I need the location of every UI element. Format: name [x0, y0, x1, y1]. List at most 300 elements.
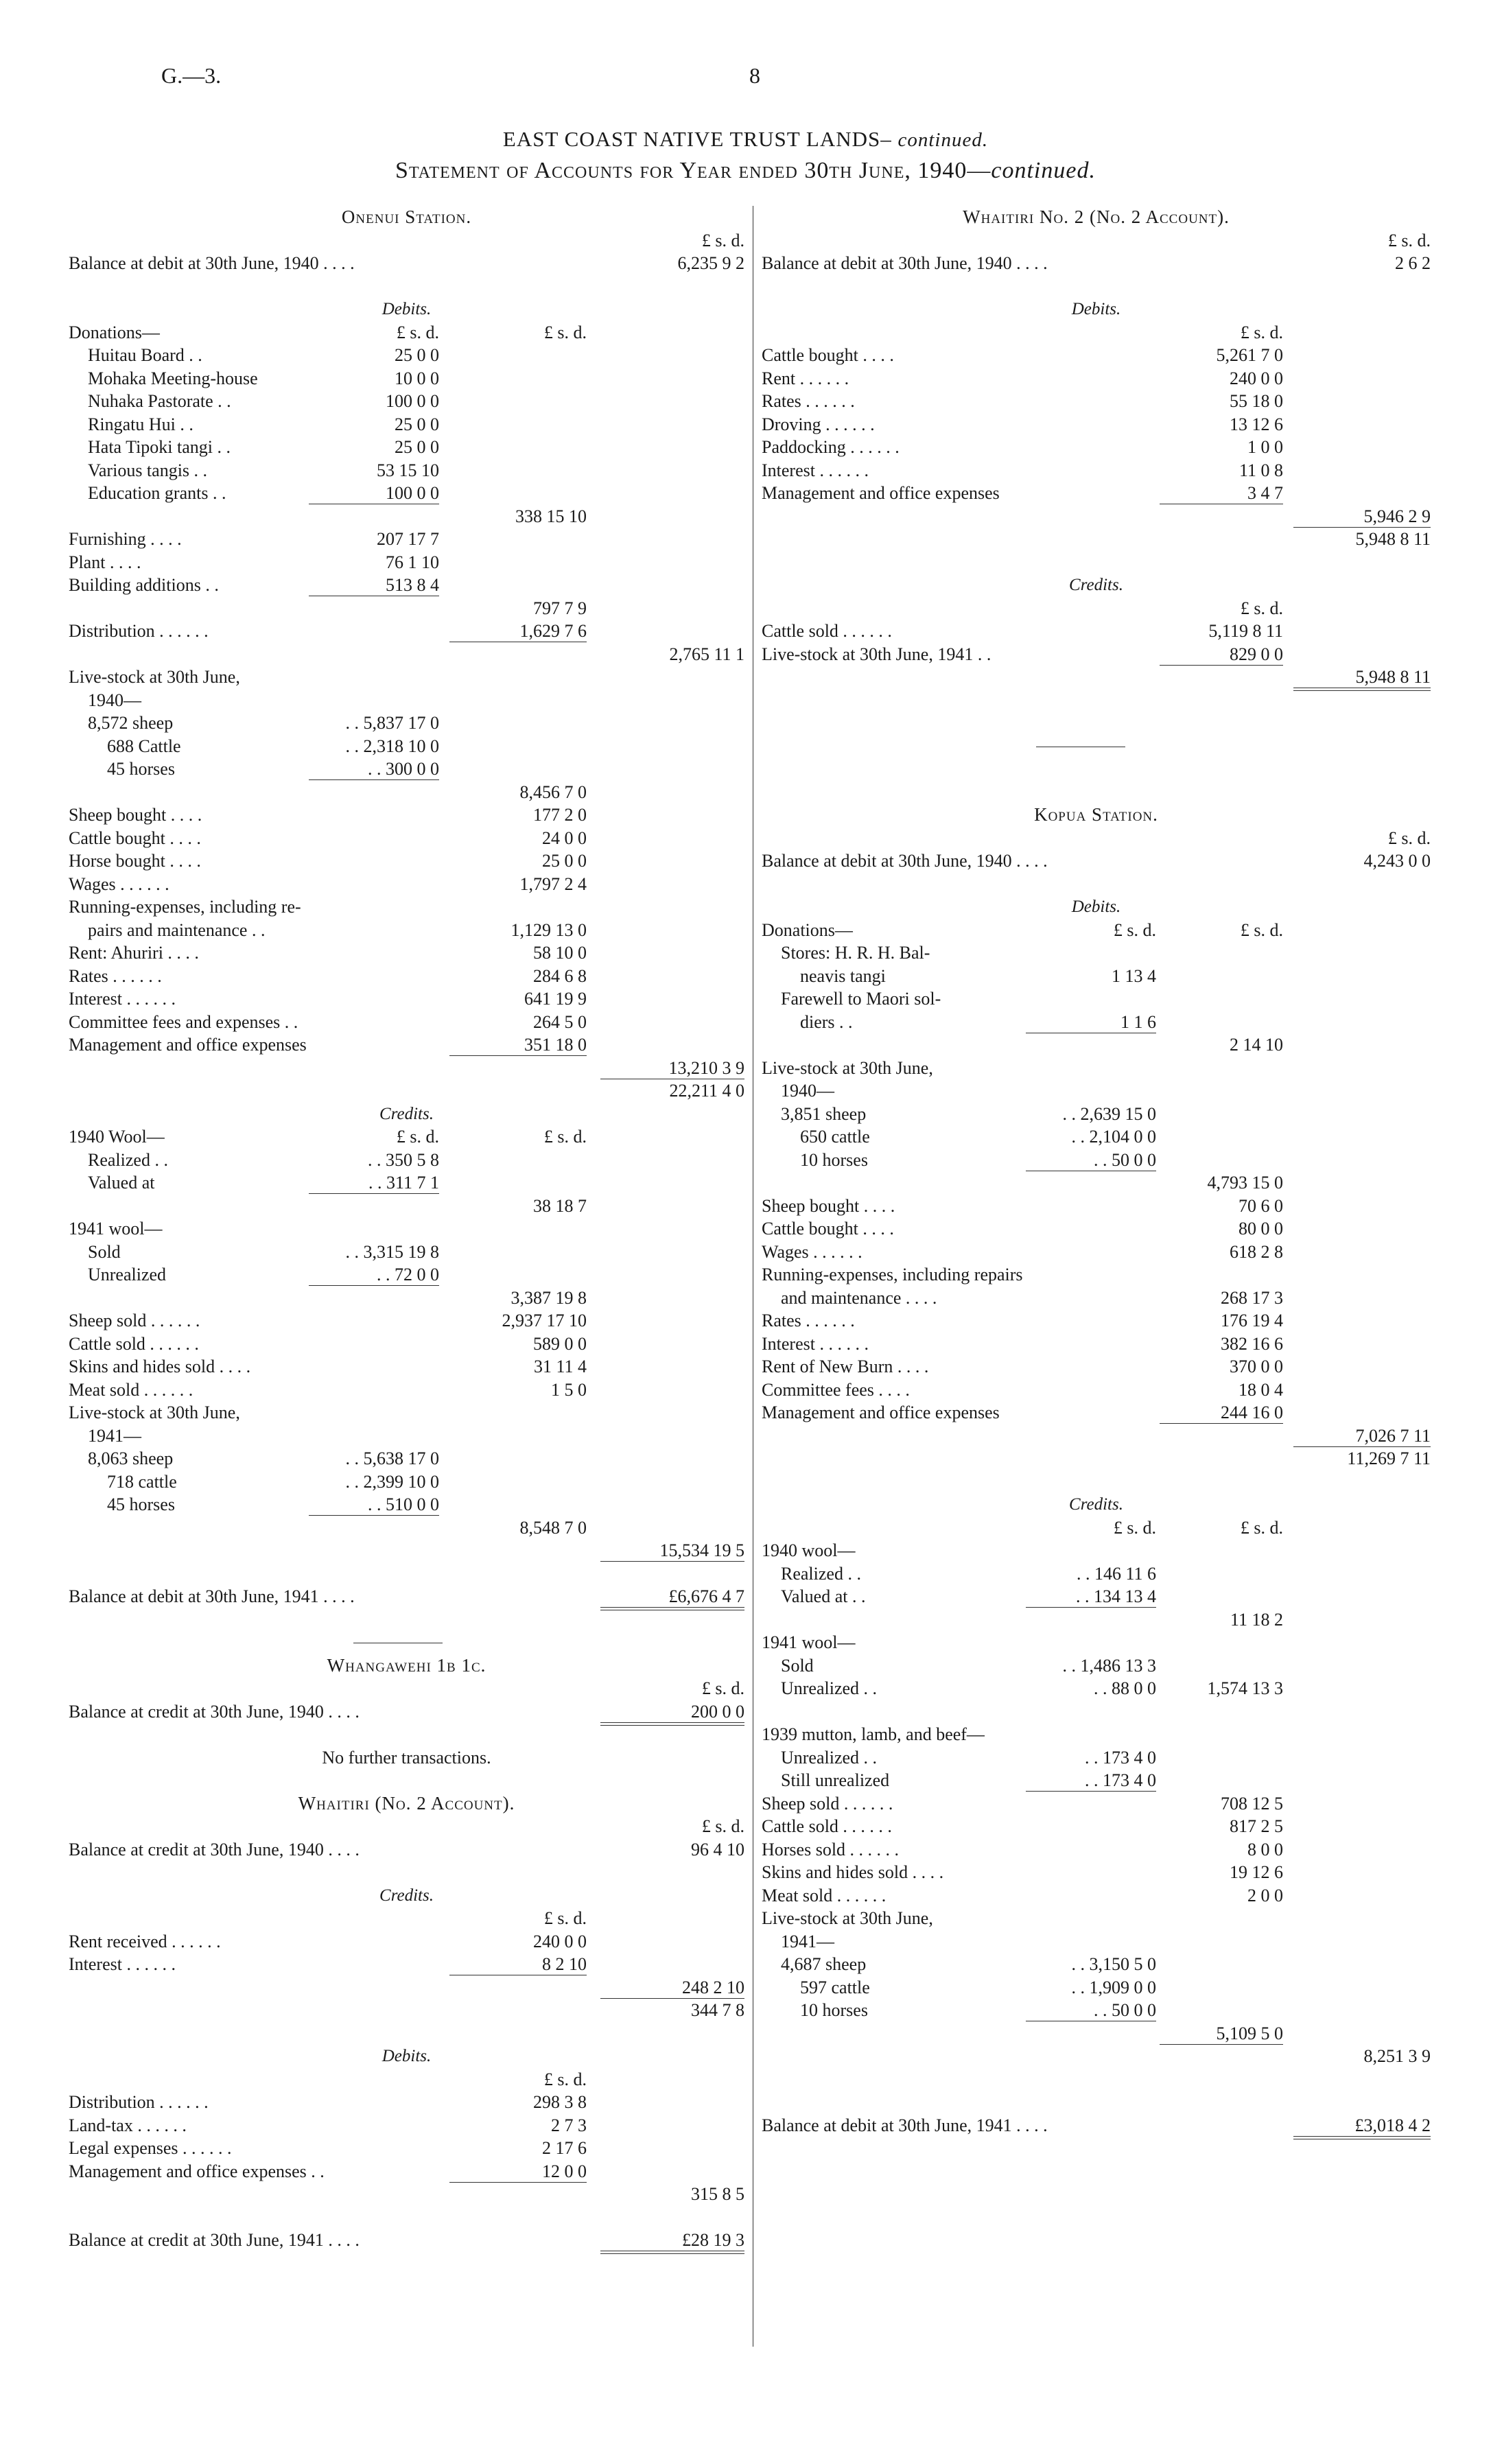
ledger-row [69, 2137, 744, 2160]
ledger-row [69, 1700, 744, 1724]
amount-c1: . . 173 4 0 [1085, 1770, 1156, 1790]
amount-c1: 1 1 6 [1120, 1011, 1156, 1032]
amount-c2: £ s. d. [1240, 598, 1283, 618]
ledger-row [69, 229, 744, 253]
row-label: 10 horses [800, 2000, 868, 2020]
amount-c2: 2 14 10 [1230, 1035, 1283, 1055]
ledger-row [762, 1149, 1431, 1172]
ledger-row [762, 1884, 1431, 1908]
amount-c2: 240 0 0 [1230, 368, 1283, 388]
amount-c1: . . 2,399 10 0 [345, 1471, 439, 1492]
amount-c1: 100 0 0 [386, 391, 439, 411]
spacer [762, 275, 1431, 298]
row-label: Droving . . . . . . [762, 414, 875, 434]
amount-c2: 268 17 3 [1221, 1287, 1283, 1308]
ledger-row [69, 597, 744, 620]
row-label: 650 cattle [800, 1127, 870, 1147]
ledger-row [762, 1309, 1431, 1333]
amount-c1: 53 15 10 [377, 460, 439, 480]
ledger-row [69, 574, 744, 597]
ledger-row [762, 827, 1431, 850]
section-heading: Kopua Station. [1034, 804, 1158, 825]
amount-c3: 344 7 8 [691, 2000, 744, 2020]
row-label: Distribution . . . . . . [69, 621, 209, 641]
row-label: Running-expenses, including repairs [762, 1265, 1023, 1284]
row-label: diers . . [800, 1011, 853, 1032]
section-caption: Credits. [379, 1104, 434, 1123]
right-column [762, 206, 1431, 2137]
amount-c2: 829 0 0 [1230, 644, 1283, 664]
ledger-row [762, 965, 1431, 988]
amount-c1: . . 3,150 5 0 [1071, 1954, 1156, 1974]
amount-c2: 1,629 7 6 [519, 621, 587, 641]
amount-c2: 351 18 0 [524, 1035, 587, 1055]
amount-c3: 96 4 10 [691, 1839, 744, 1859]
spacer [69, 1608, 744, 1632]
amount-c2: 5,109 5 0 [1216, 2023, 1283, 2043]
ledger-row [69, 941, 744, 965]
double-total-rule [600, 2251, 744, 2254]
amount-c2: 80 0 0 [1238, 1219, 1283, 1239]
ledger-row [762, 1217, 1431, 1241]
ledger-row [69, 1424, 744, 1448]
amount-c2: 1,574 13 3 [1207, 1678, 1283, 1698]
amount-c3: 6,235 9 2 [677, 253, 744, 273]
amount-c2: £ s. d. [543, 322, 587, 342]
row-label: Live-stock at 30th June, [762, 1908, 933, 1928]
row-label: pairs and maintenance . . [88, 919, 266, 940]
ledger-row [762, 1263, 1431, 1287]
amount-c3: £ s. d. [701, 1816, 744, 1836]
ledger-row [69, 1447, 744, 1470]
ledger-row [762, 941, 1431, 965]
ledger-row [762, 597, 1431, 620]
amount-c1: . . 173 4 0 [1085, 1747, 1156, 1768]
ledger-row [69, 758, 744, 781]
ledger-row [762, 620, 1431, 643]
ledger-row [69, 1930, 744, 1953]
amount-c2: 338 15 10 [515, 506, 587, 526]
row-label: Distribution . . . . . . [69, 2092, 209, 2112]
ledger-row [69, 1585, 744, 1608]
row-label: Unrealized . . [781, 1747, 878, 1768]
title-main: EAST COAST NATIVE TRUST LANDS– [502, 127, 892, 151]
ledger-row [69, 712, 744, 735]
amount-c2: 11 18 2 [1230, 1609, 1283, 1630]
row-label: neavis tangi [800, 965, 886, 986]
ledger-row [762, 1976, 1431, 1999]
ledger-row [762, 643, 1431, 666]
spacer [69, 1723, 744, 1746]
amount-c2: 8 0 0 [1247, 1839, 1283, 1859]
ledger-row [762, 1953, 1431, 1976]
row-label: Plant . . . . [69, 552, 141, 572]
ledger-row [762, 919, 1431, 942]
row-label: Mohaka Meeting-house [88, 368, 258, 388]
ledger-row [762, 1907, 1431, 1930]
amount-c2: 11 0 8 [1238, 460, 1283, 480]
amount-c2: 298 3 8 [533, 2092, 587, 2112]
row-label: 597 cattle [800, 1977, 870, 1997]
row-label: Skins and hides sold . . . . [69, 1357, 251, 1376]
row-label: Interest . . . . . . [69, 989, 176, 1009]
amount-c2: 1 0 0 [1247, 437, 1283, 457]
ledger-row [69, 436, 744, 459]
section-separator [762, 735, 1431, 758]
ledger-row [762, 1079, 1431, 1103]
row-label: Valued at . . [781, 1586, 866, 1606]
ledger-row [69, 1378, 744, 1402]
amount-c1: 100 0 0 [386, 483, 439, 503]
ledger-row [762, 229, 1431, 253]
row-label: Donations— [69, 322, 160, 342]
row-label: Sheep bought . . . . [762, 1195, 895, 1216]
left-column [69, 206, 744, 2252]
amount-c3: 22,211 4 0 [669, 1081, 744, 1101]
ledger-row [762, 1723, 1431, 1746]
amount-c1: £ s. d. [1113, 1517, 1156, 1538]
row-label: Unrealized [88, 1265, 167, 1284]
row-label: 4,687 sheep [781, 1954, 867, 1974]
ledger-row [762, 505, 1431, 528]
amount-c1: 25 0 0 [395, 437, 439, 457]
row-label: 718 cattle [107, 1471, 177, 1492]
ledger-row [69, 849, 744, 873]
spacer [69, 275, 744, 298]
amount-c1: 10 0 0 [395, 368, 439, 388]
ledger-row [762, 1539, 1431, 1562]
ledger-row [762, 1654, 1431, 1678]
amount-c1: . . 3,315 19 8 [345, 1241, 439, 1262]
amount-c2: 1,797 2 4 [519, 873, 587, 894]
amount-c3: 5,948 8 11 [1355, 529, 1431, 549]
ledger-row [69, 666, 744, 689]
ledger-row [69, 1815, 744, 1838]
ledger-row [762, 1033, 1431, 1057]
amount-c1: . . 2,318 10 0 [345, 736, 439, 756]
ledger-row [69, 2114, 744, 2137]
page-number: 8 [749, 63, 760, 88]
amount-c2: 382 16 6 [1221, 1333, 1283, 1354]
ledger-row [762, 1516, 1431, 1540]
row-label: Sold [88, 1241, 121, 1262]
row-label: Balance at debit at 30th June, 1940 . . . . [762, 851, 1048, 871]
row-label: Rates . . . . . . [762, 391, 855, 411]
row-label: Rates . . . . . . [69, 965, 162, 986]
amount-c1: 207 17 7 [377, 529, 439, 549]
ledger-row [762, 390, 1431, 413]
row-label: Sheep sold . . . . . . [69, 1311, 200, 1330]
row-label: Rates . . . . . . [762, 1311, 855, 1330]
section-caption: Credits. [1069, 576, 1123, 594]
row-label: Realized . . [781, 1563, 861, 1584]
ledger-row [762, 1631, 1431, 1654]
row-label: 1940 Wool— [69, 1127, 165, 1147]
amount-c1: . . 146 11 6 [1076, 1563, 1156, 1584]
ledger-row [69, 1263, 744, 1287]
spacer [762, 781, 1431, 804]
row-label: Management and office expenses [69, 1035, 307, 1055]
ledger-row [762, 1125, 1431, 1149]
ledger-row [762, 1195, 1431, 1218]
row-label: Balance at credit at 30th June, 1940 . . . . [69, 1701, 360, 1722]
amount-c3: 315 8 5 [691, 2184, 744, 2204]
row-label: Cattle sold . . . . . . [69, 1333, 199, 1354]
row-label: Realized . . [88, 1149, 168, 1170]
amount-c2: 8,456 7 0 [519, 782, 587, 802]
amount-c1: £ s. d. [1113, 919, 1156, 940]
amount-c2: 1 5 0 [551, 1379, 587, 1400]
amount-c1: £ s. d. [396, 1127, 439, 1147]
ledger-row [69, 1470, 744, 1494]
ledger-row [762, 2114, 1431, 2137]
section-separator [69, 1631, 744, 1654]
ledger-row [69, 1287, 744, 1310]
amount-c2: 55 18 0 [1230, 391, 1283, 411]
page-reference: G.—3. [161, 63, 222, 88]
row-label: Balance at debit at 30th June, 1941 . . . . [69, 1586, 355, 1606]
row-label: Management and office expenses . . [69, 2161, 325, 2181]
row-label: 1939 mutton, lamb, and beef— [762, 1724, 985, 1744]
ledger-row [69, 1149, 744, 1172]
row-label: 1941— [88, 1425, 141, 1446]
row-label: and maintenance . . . . [781, 1287, 937, 1308]
ledger-row [69, 321, 744, 344]
ledger-row [69, 252, 744, 275]
amount-c2: 3,387 19 8 [510, 1287, 587, 1308]
section-heading: Whangawehi 1b 1c. [327, 1654, 486, 1676]
amount-c2: £ s. d. [1240, 322, 1283, 342]
ledger-row [762, 482, 1431, 505]
amount-c2: 284 6 8 [533, 965, 587, 986]
ledger-row [69, 2229, 744, 2252]
row-label: Cattle bought . . . . [762, 1219, 894, 1239]
row-label: 1940— [88, 690, 141, 710]
ledger-row [69, 1953, 744, 1976]
ledger-row [69, 1057, 744, 1080]
ledger-row [69, 344, 744, 367]
amount-c2: £ s. d. [543, 1908, 587, 1928]
amount-c2: 797 7 9 [533, 598, 587, 618]
ledger-row [69, 2183, 744, 2206]
document-subtitle [0, 158, 1491, 184]
ledger-row [762, 528, 1431, 551]
row-label: Valued at [88, 1173, 155, 1193]
amount-c3: 13,210 3 9 [668, 1057, 744, 1078]
ledger-row [762, 1287, 1431, 1310]
ledger-row [762, 1171, 1431, 1195]
ledger-row [69, 505, 744, 528]
row-label: Cattle sold . . . . . . [762, 1816, 892, 1836]
ledger-row [69, 781, 744, 804]
row-label: Wages . . . . . . [69, 873, 169, 894]
spacer [762, 1700, 1431, 1724]
amount-c2: 18 0 4 [1238, 1379, 1283, 1400]
ledger-row [762, 1585, 1431, 1608]
ledger-row [69, 895, 744, 919]
ledger-row [762, 1057, 1431, 1080]
row-label: 10 horses [800, 1149, 868, 1170]
ledger-row [762, 1562, 1431, 1586]
amount-c1: . . 311 7 1 [368, 1173, 439, 1193]
ledger-row [69, 1241, 744, 1264]
row-label: Balance at debit at 30th June, 1940 . . . . [762, 253, 1048, 273]
ledger-row [762, 2022, 1431, 2045]
row-label: 1940— [781, 1081, 834, 1101]
ledger-row [762, 666, 1431, 689]
ledger-row [69, 1217, 744, 1241]
spacer [762, 758, 1431, 781]
amount-c2: 70 6 0 [1238, 1195, 1283, 1216]
row-label: Meat sold . . . . . . [762, 1885, 887, 1905]
amount-c1: . . 134 13 4 [1076, 1586, 1156, 1606]
ledger-row [69, 1539, 744, 1562]
ledger-row [762, 1355, 1431, 1378]
amount-c1: . . 1,909 0 0 [1071, 1977, 1156, 1997]
amount-c1: . . 88 0 0 [1094, 1678, 1156, 1698]
amount-c1: . . 5,837 17 0 [345, 713, 439, 733]
ledger-row [69, 620, 744, 643]
ledger-row [69, 1171, 744, 1195]
spacer [762, 2091, 1431, 2114]
amount-c2: 370 0 0 [1230, 1357, 1283, 1376]
ledger-row [69, 689, 744, 712]
amount-c1: 513 8 4 [386, 575, 439, 595]
ledger-row [762, 367, 1431, 390]
ledger-row [762, 1769, 1431, 1792]
amount-c3: 4,243 0 0 [1363, 851, 1431, 871]
amount-c1: . . 50 0 0 [1094, 1149, 1156, 1170]
amount-c3: £3,018 4 2 [1354, 2115, 1431, 2135]
ledger-row [69, 735, 744, 758]
row-label: 8,572 sheep [88, 713, 174, 733]
ledger-row [762, 436, 1431, 459]
amount-c2: 5,261 7 0 [1216, 345, 1283, 365]
amount-c3: 8,251 3 9 [1363, 2046, 1431, 2066]
amount-c3: £6,676 4 7 [668, 1586, 744, 1606]
amount-c2: 2 17 6 [542, 2138, 587, 2158]
ledger-row [69, 1677, 744, 1700]
row-label: Cattle bought . . . . [762, 345, 894, 365]
ledger-row [69, 1976, 744, 1999]
amount-c1: £ s. d. [396, 322, 439, 342]
amount-c1: 76 1 10 [386, 552, 439, 572]
ledger-row [762, 1792, 1431, 1816]
row-label: Land-tax . . . . . . [69, 2115, 187, 2135]
ledger-row [762, 1815, 1431, 1838]
title-continued: continued. [897, 129, 989, 151]
row-label: 3,851 sheep [781, 1103, 867, 1124]
amount-c1: . . 5,638 17 0 [345, 1448, 439, 1468]
ledger-row [69, 1838, 744, 1862]
row-label: Sold [781, 1655, 814, 1676]
row-label: Balance at credit at 30th June, 1941 . . . . [69, 2230, 360, 2250]
row-label: Meat sold . . . . . . [69, 1379, 193, 1400]
row-label: Management and office expenses [762, 1403, 1000, 1422]
spacer [69, 1861, 744, 1884]
row-label: Management and office expenses [762, 483, 1000, 503]
row-label: Various tangis . . [88, 460, 208, 480]
amount-c3: 248 2 10 [682, 1977, 744, 1997]
ledger-row [762, 252, 1431, 275]
row-label: Committee fees . . . . [762, 1379, 910, 1400]
spacer [762, 2068, 1431, 2091]
amount-c3: £28 19 3 [682, 2230, 744, 2250]
ledger-row [762, 1838, 1431, 1862]
amount-c2: 2,937 17 10 [502, 1311, 587, 1330]
ledger-row [762, 1930, 1431, 1953]
ledger-row [762, 413, 1431, 436]
ledger-row [69, 1079, 744, 1103]
amount-c3: £ s. d. [701, 230, 744, 250]
amount-c2: 176 19 4 [1221, 1311, 1283, 1330]
amount-c3: 5,946 2 9 [1363, 506, 1431, 526]
amount-c2: 177 2 0 [533, 805, 587, 825]
ledger-row [762, 1861, 1431, 1884]
amount-c2: 38 18 7 [533, 1195, 587, 1216]
ledger-row [69, 1999, 744, 2022]
ledger-row [69, 1309, 744, 1333]
amount-c2: £ s. d. [543, 1127, 587, 1147]
row-label: Hata Tipoki tangi . . [88, 437, 231, 457]
amount-c1: . . 72 0 0 [377, 1265, 439, 1284]
amount-c3: 15,534 19 5 [659, 1540, 744, 1560]
row-label: 8,063 sheep [88, 1448, 174, 1468]
ledger-row [69, 459, 744, 482]
section-caption: Debits. [381, 2047, 432, 2065]
amount-c2: 2 7 3 [551, 2115, 587, 2135]
amount-c2: 13 12 6 [1230, 414, 1283, 434]
row-label: Rent received . . . . . . [69, 1931, 221, 1951]
ledger-row [69, 1195, 744, 1218]
row-label: Running-expenses, including re- [69, 897, 301, 917]
amount-c2: 618 2 8 [1230, 1241, 1283, 1262]
amount-c1: . . 510 0 0 [368, 1494, 439, 1514]
ledger-row [69, 919, 744, 942]
amount-c3: 7,026 7 11 [1355, 1425, 1431, 1446]
amount-c3: 2,765 11 1 [669, 644, 744, 664]
ledger-row [762, 987, 1431, 1011]
spacer [762, 689, 1431, 712]
amount-c2: 817 2 5 [1230, 1816, 1283, 1836]
row-label: Unrealized . . [781, 1678, 878, 1698]
amount-c2: 708 12 5 [1221, 1793, 1283, 1814]
ledger-row [69, 390, 744, 413]
document-title [0, 127, 1491, 152]
row-label: 688 Cattle [107, 736, 181, 756]
ledger-row [69, 965, 744, 988]
row-label: Interest . . . . . . [762, 1333, 869, 1354]
ledger-row [69, 2160, 744, 2183]
row-label: Nuhaka Pastorate . . [88, 391, 231, 411]
amount-c2: 8 2 10 [542, 1954, 587, 1974]
row-label: Horses sold . . . . . . [762, 1839, 900, 1859]
amount-c2: £ s. d. [1240, 1517, 1283, 1538]
ledger-row [69, 1033, 744, 1057]
row-label: Balance at debit at 30th June, 1940 . . . . [69, 253, 355, 273]
spacer [762, 1470, 1431, 1494]
row-label: Farewell to Maori sol- [781, 989, 941, 1009]
amount-c1: . . 300 0 0 [368, 759, 439, 779]
row-label: Rent: Ahuriri . . . . [69, 943, 199, 963]
section-caption: Credits. [1069, 1495, 1123, 1514]
ledger-row [762, 1333, 1431, 1356]
ledger-row [69, 1401, 744, 1424]
amount-c2: 31 11 4 [533, 1357, 587, 1376]
amount-c3: 200 0 0 [691, 1701, 744, 1722]
spacer [69, 1562, 744, 1586]
amount-c2: 244 16 0 [1221, 1403, 1283, 1422]
